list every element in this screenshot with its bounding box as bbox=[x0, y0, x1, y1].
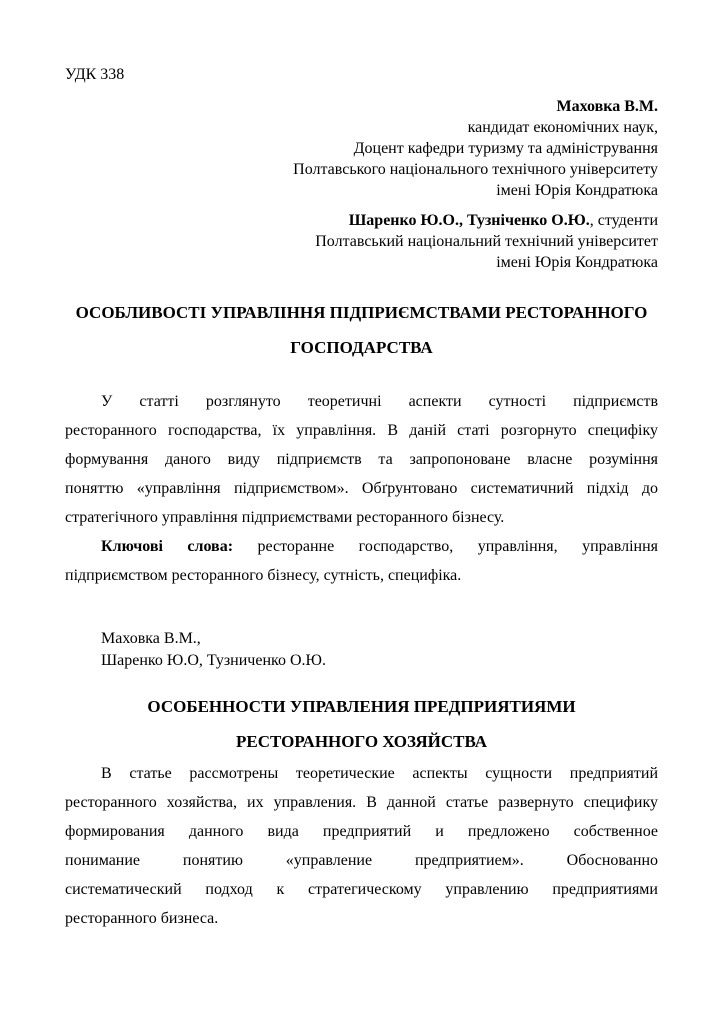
article-title-ua-line-2: ГОСПОДАРСТВА bbox=[290, 338, 433, 357]
author-block-ua-1 bbox=[65, 96, 658, 201]
student-affiliation-line-1: Полтавський національний технічний університет bbox=[315, 233, 658, 250]
author-affiliation-line-1: Полтавського національного технічного університету bbox=[293, 161, 658, 178]
author-block-ua-2 bbox=[65, 210, 658, 273]
abstract-ua-line: поняттю «управління підприємством». Обґрунтовано систематичний підхід до bbox=[65, 480, 658, 497]
author-degree: кандидат економічних наук, bbox=[467, 119, 658, 136]
student-affiliation-line-2: імені Юрія Кондратюка bbox=[496, 254, 658, 271]
author-affiliation-line-2: імені Юрія Кондратюка bbox=[496, 182, 658, 199]
author-position: Доцент кафедри туризму та адміністрування bbox=[353, 140, 658, 157]
abstract-ru-line: формирования данного вида предприятий и предложено собственное bbox=[65, 823, 658, 840]
abstract-ua-line: ресторанного господарства, їх управління. В даній статі розгорнуто специфіку bbox=[65, 422, 658, 439]
authors-ru-block bbox=[65, 628, 658, 672]
keywords-ua-rest: ресторанне господарство, управління, управління bbox=[257, 538, 658, 555]
authors-ru-line-1: Маховка В.М., bbox=[101, 630, 201, 647]
student-author-suffix: , студенти bbox=[589, 212, 658, 229]
abstract-ru-line: ресторанного бизнеса. bbox=[65, 910, 219, 927]
article-title-ru-line-1: ОСОБЕННОСТИ УПРАВЛЕНИЯ ПРЕДПРИЯТИЯМИ bbox=[147, 697, 576, 716]
abstract-ua-line: формування даного виду підприємств та запропоноване власне розуміння bbox=[65, 451, 658, 468]
article-title-ru bbox=[65, 689, 658, 759]
keywords-ua-label: Ключові слова: bbox=[101, 538, 234, 555]
article-title-ru-line-2: РЕСТОРАННОГО ХОЗЯЙСТВА bbox=[236, 732, 487, 751]
student-authors-line bbox=[65, 210, 658, 231]
abstract-ru-line: ресторанного хозяйства, их управления. В данной статье развернуто специфику bbox=[65, 794, 658, 811]
abstract-ua-line: стратегічного управління підприємствами ресторанного бізнесу. bbox=[65, 509, 505, 526]
keywords-ua-line-1 bbox=[65, 532, 658, 561]
keywords-ua bbox=[65, 532, 658, 590]
article-title-ua bbox=[65, 295, 658, 365]
udc-number: УДК 338 bbox=[65, 66, 125, 83]
abstract-ru-line: систематический подход к стратегическому управлению предприятиями bbox=[65, 881, 658, 898]
abstract-ru bbox=[65, 759, 658, 933]
authors-ru-line-2: Шаренко Ю.О, Тузниченко О.Ю. bbox=[101, 652, 326, 669]
abstract-ua-line: У статті розглянуто теоретичні аспекти сутності підприємств bbox=[101, 393, 658, 410]
student-author-names: Шаренко Ю.О., Тузніченко О.Ю. bbox=[348, 212, 590, 229]
abstract-ru-line: понимание понятию «управление предприятием». Обоснованно bbox=[65, 852, 658, 869]
abstract-ru-line: В статье рассмотрены теоретические аспекты сущности предприятий bbox=[101, 765, 658, 782]
article-title-ua-line-1: ОСОБЛИВОСТІ УПРАВЛІННЯ ПІДПРИЄМСТВАМИ РЕСТОРАННОГО bbox=[75, 303, 648, 322]
author-name: Маховка В.М. bbox=[556, 98, 658, 115]
abstract-ua bbox=[65, 387, 658, 532]
keywords-ua-line-2: підприємством ресторанного бізнесу, сутність, специфіка. bbox=[65, 567, 462, 584]
